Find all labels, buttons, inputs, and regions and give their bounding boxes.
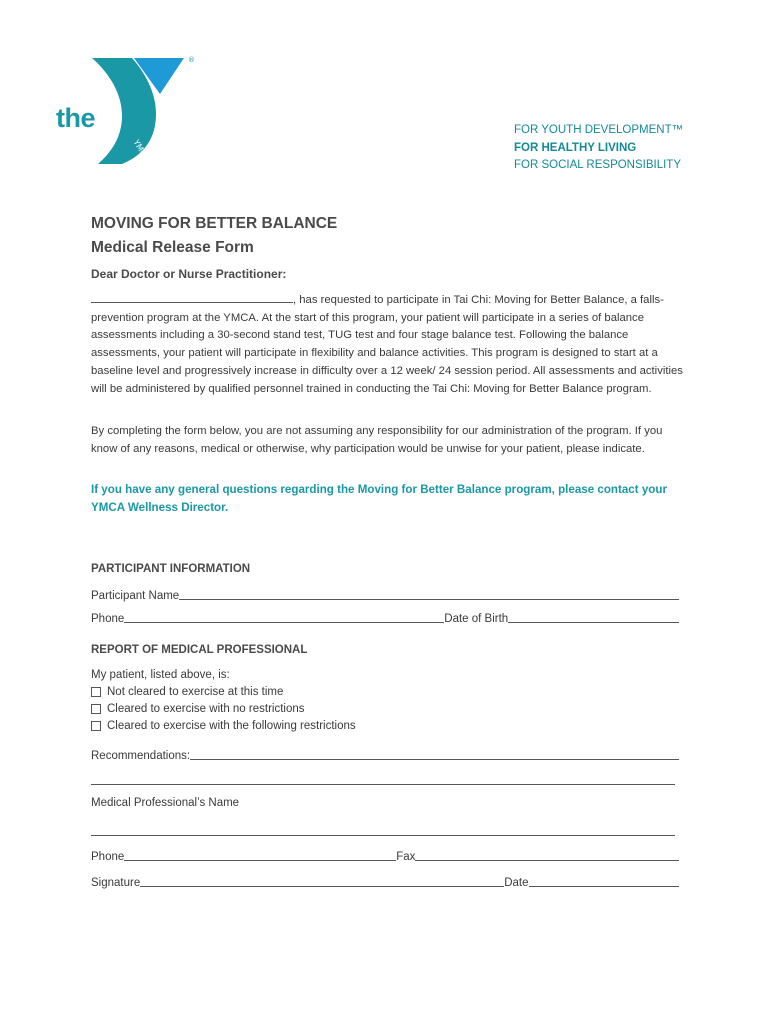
signature-label: Signature xyxy=(91,877,141,889)
intro-paragraph xyxy=(91,292,691,398)
option-cleared-with-restrictions-label: Cleared to exercise with the following restrictions xyxy=(107,720,356,732)
recommendations-row xyxy=(91,746,679,762)
disclaimer-paragraph: By completing the form below, you are not assuming any responsibility for our administration of the program. If you know of any reasons, medical or otherwise, why participation would be unwise for your patient, please indicate. xyxy=(91,425,663,455)
professional-name-label: Medical Professional’s Name xyxy=(91,797,240,809)
option-cleared-no-restrictions-label: Cleared to exercise with no restrictions xyxy=(107,703,305,715)
form-title: MOVING FOR BETTER BALANCE xyxy=(91,215,338,232)
patient-name-blank[interactable] xyxy=(91,301,293,303)
logo-text: the xyxy=(56,103,95,133)
dob-field[interactable] xyxy=(508,611,679,623)
contact-paragraph: If you have any general questions regarding the Moving for Better Balance program, please contact your YMCA Wellness Director. xyxy=(91,483,667,514)
form-subtitle: Medical Release Form xyxy=(91,239,254,256)
participant-heading: PARTICIPANT INFORMATION xyxy=(91,563,251,575)
medical-phone-field[interactable] xyxy=(124,849,396,861)
mission-statements xyxy=(514,122,683,175)
date-field[interactable] xyxy=(529,875,679,887)
mission-healthy: FOR HEALTHY LIVING xyxy=(514,141,637,154)
participant-name-row xyxy=(91,586,679,602)
recommendations-line-2[interactable] xyxy=(91,784,675,785)
svg-text:®: ® xyxy=(188,56,195,64)
svg-text:YMCA: YMCA xyxy=(131,138,151,163)
participant-name-field[interactable] xyxy=(179,588,679,600)
mission-social: FOR SOCIAL RESPONSIBILITY xyxy=(514,159,682,171)
intro-text: , has requested to participate in Tai Chi: Moving for Better Balance, a falls-prevention program at the YMCA. At the start of this program, your patient will participate in a series of balance assessments including a 30-second stand test, TUG test and four stage balance test. Following the balance assessments, your patient will participate in flexibility and balance activities. This program is designed to start at a baseline level and progressively increase in difficulty over a 12 week/ 24 session period. All assessments and activities will be administered by qualified personnel trained in conducting the Tai Chi: Moving for Better Balance program. xyxy=(91,294,683,395)
recommendations-field[interactable] xyxy=(190,748,679,760)
option-not-cleared[interactable] xyxy=(91,686,283,698)
patient-intro: My patient, listed above, is: xyxy=(91,669,230,681)
option-cleared-with-restrictions[interactable] xyxy=(91,720,356,732)
option-not-cleared-label: Not cleared to exercise at this time xyxy=(107,686,284,698)
participant-name-label: Participant Name xyxy=(91,590,180,602)
signature-date-row xyxy=(91,873,679,889)
professional-name-field[interactable] xyxy=(91,835,675,836)
checkbox-cleared-no-restrictions[interactable] xyxy=(91,704,101,714)
mission-youth: FOR YOUTH DEVELOPMENT™ xyxy=(514,124,684,136)
phone-dob-row xyxy=(91,609,679,625)
participant-phone-field[interactable] xyxy=(124,611,444,623)
signature-field[interactable] xyxy=(140,875,504,887)
option-cleared-no-restrictions[interactable] xyxy=(91,703,305,715)
fax-label: Fax xyxy=(396,851,416,863)
medical-phone-label: Phone xyxy=(91,851,125,863)
dob-label: Date of Birth xyxy=(444,613,509,625)
salutation: Dear Doctor or Nurse Practitioner: xyxy=(91,267,287,281)
participant-phone-label: Phone xyxy=(91,613,125,625)
fax-field[interactable] xyxy=(415,849,679,861)
checkbox-not-cleared[interactable] xyxy=(91,687,101,697)
medical-heading: REPORT OF MEDICAL PROFESSIONAL xyxy=(91,644,308,656)
date-label: Date xyxy=(504,877,529,889)
phone-fax-row xyxy=(91,847,679,863)
recommendations-label: Recommendations: xyxy=(91,750,191,762)
checkbox-cleared-with-restrictions[interactable] xyxy=(91,721,101,731)
